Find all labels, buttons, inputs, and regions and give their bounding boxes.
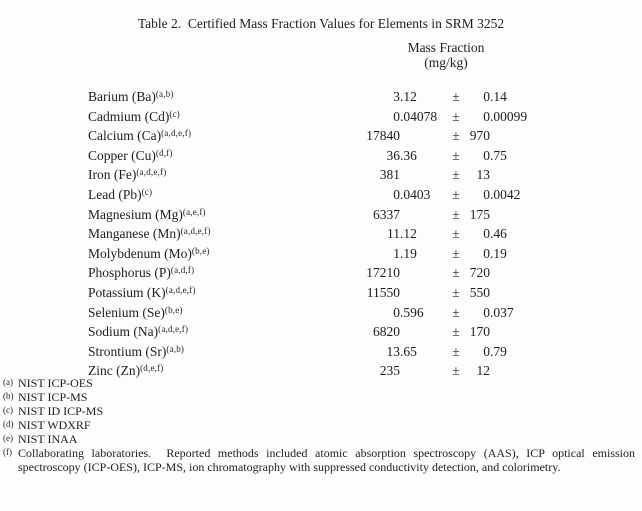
uncertainty-frac: .0042 [490,186,521,202]
element-label: Phosphorus (P) [88,265,171,281]
element-cell [88,342,312,362]
uncertainty-int: 0 [483,186,490,202]
value-int: 1 [393,245,400,261]
element-label: Iron (Fe) [88,167,137,183]
footnote [3,432,635,446]
uncertainty-frac: .00099 [490,108,528,124]
element-label: Calcium (Ca) [88,128,162,144]
table-row [0,342,642,362]
uncertainty-frac: .46 [490,226,507,242]
table-row [0,283,642,303]
value-int: 11 [387,226,400,242]
element-cell [88,244,312,264]
element-label: Manganese (Mn) [88,226,181,242]
table-row [0,322,642,342]
element-cell [88,283,312,303]
element-label: Strontium (Sr) [88,343,167,359]
element-superscript: (c) [169,108,180,119]
value-int: 0 [393,186,400,202]
uncertainty-frac: .037 [490,304,514,320]
uncertainty-int: 0 [483,108,490,124]
element-label: Sodium (Na) [88,324,159,340]
element-superscript: (a,d,e,f) [165,284,196,295]
footnote-text: NIST ICP-MS [18,389,88,404]
value-int: 6820 [373,324,400,340]
value-frac: .04078 [400,108,438,124]
plus-minus: ± [452,128,460,144]
element-superscript: (a,d,f) [170,265,195,276]
element-cell [88,263,312,283]
footnote-text: NIST INAA [18,431,78,446]
uncertainty-int: 0 [483,89,490,104]
uncertainty-int: 0 [483,147,490,163]
value-int: 6337 [373,206,400,222]
mass-fraction-column-header [346,41,546,70]
element-label: Selenium (Se) [88,304,165,320]
plus-minus: ± [452,167,460,183]
element-label: Potassium (K) [88,284,166,300]
value-frac: .12 [400,226,417,242]
uncertainty-frac: .19 [490,245,507,261]
table-row [0,185,642,205]
element-label: Magnesium (Mg) [88,206,183,222]
value-frac: .596 [400,304,424,320]
plus-minus: ± [452,226,460,242]
element-superscript: (b,e) [191,245,210,256]
element-cell [88,224,312,244]
uncertainty-frac [490,165,540,185]
value-int: 3 [393,89,400,104]
element-superscript: (c) [141,186,153,197]
footnote [3,404,635,418]
value-int: 13 [386,343,400,359]
footnote-text: Collaborating laboratories. Reported methods included atomic absorption spectroscopy (AAS), ICP optical emission spectroscopy (ICP-OES), ICP-MS, ion chromatography with suppressed conductivity detection, and colorimetry. [18,445,635,474]
plus-minus: ± [452,186,460,202]
element-label: Copper (Cu) [88,147,156,163]
table-rows [0,87,642,381]
element-superscript: (b,e) [164,304,183,315]
plus-minus: ± [452,265,460,281]
uncertainty-int: 970 [469,128,490,144]
table-row [0,303,642,323]
footnote [3,446,635,474]
value-frac [400,205,448,225]
element-label: Barium (Ba) [88,89,156,104]
value-int: 11550 [366,284,400,300]
uncertainty-int: 0 [483,304,490,320]
uncertainty-int: 175 [469,206,490,222]
plus-minus: ± [452,304,460,320]
uncertainty-frac [490,263,540,283]
value-frac: .36 [400,147,417,163]
plus-minus: ± [452,363,460,379]
uncertainty-int: 12 [476,363,490,379]
column-header-line2: (mg/kg) [424,54,468,70]
uncertainty-frac [490,283,540,303]
element-cell [88,146,312,166]
value-frac: .12 [400,89,417,104]
element-cell [88,165,312,185]
table-row [0,126,642,146]
uncertainty-int: 0 [483,226,490,242]
element-superscript: (a,d,e,f) [158,324,189,335]
column-header-line1: Mass Fraction [407,40,485,55]
element-superscript: (d,e,f) [140,363,164,374]
uncertainty-frac [490,205,540,225]
uncertainty-int: 550 [469,284,490,300]
element-superscript: (a,d,e,f) [161,128,192,139]
value-int: 0 [393,304,400,320]
table-row [0,165,642,185]
table-caption: Table 2. Certified Mass Fraction Values for Elements in SRM 3252 [137,16,505,31]
element-superscript: (a,e,f) [182,206,206,217]
table-row [0,244,642,264]
value-int: 17840 [366,128,400,144]
value-frac [400,165,448,185]
element-cell [88,185,312,205]
footnote-marker: (b) [3,390,14,401]
table-row [0,205,642,225]
footnote-marker: (d) [3,418,14,429]
element-superscript: (a,b) [155,89,174,99]
element-cell [88,87,312,107]
uncertainty-int: 13 [476,167,490,183]
plus-minus: ± [452,108,460,124]
uncertainty-int: 170 [469,324,490,340]
footnote-text: NIST ID ICP-MS [18,403,104,418]
value-frac [400,126,448,146]
plus-minus: ± [452,206,460,222]
element-cell [88,126,312,146]
element-label: Zinc (Zn) [88,363,141,379]
uncertainty-int: 720 [469,265,490,281]
value-frac [400,283,448,303]
footnote-text: NIST WDXRF [18,417,91,432]
plus-minus: ± [452,343,460,359]
plus-minus: ± [452,324,460,340]
value-frac [400,263,448,283]
uncertainty-frac: .14 [490,89,507,104]
footnote-marker: (a) [3,376,13,387]
value-int: 235 [379,363,400,379]
footnote-marker: (e) [3,432,13,443]
plus-minus: ± [452,89,460,104]
element-cell [88,303,312,323]
value-frac: .19 [400,245,417,261]
document-page [0,16,642,511]
element-label: Cadmium (Cd) [88,108,170,124]
plus-minus: ± [452,245,460,261]
footnote-text: NIST ICP-OES [18,375,93,390]
table-row [0,146,642,166]
footnote [3,418,635,432]
element-superscript: (a,d,e,f) [136,167,167,178]
value-int: 36 [386,147,400,163]
uncertainty-frac [490,126,540,146]
footnote-marker: (f) [3,446,12,457]
uncertainty-frac: .79 [490,343,507,359]
element-superscript: (d,f) [155,147,173,158]
plus-minus: ± [452,147,460,163]
value-frac: .65 [400,343,417,359]
footnote [3,390,635,404]
value-frac [400,322,448,342]
table-row [0,224,642,244]
element-cell [88,322,312,342]
value-frac: .0403 [400,186,431,202]
table-row [0,107,642,127]
uncertainty-int: 0 [483,343,490,359]
element-cell [88,107,312,127]
uncertainty-frac [490,322,540,342]
element-label: Molybdenum (Mo) [88,245,192,261]
element-superscript: (a,d,e,f) [180,226,211,237]
table-row [0,263,642,283]
plus-minus: ± [452,284,460,300]
uncertainty-frac: .75 [490,147,507,163]
footnote [3,376,635,390]
value-int: 17210 [366,265,400,281]
value-int: 381 [379,167,400,183]
element-label: Lead (Pb) [88,186,142,202]
value-int: 0 [393,108,400,124]
table-row [0,87,642,107]
element-cell [88,205,312,225]
footnotes [0,376,642,474]
element-superscript: (a,b) [166,343,185,354]
uncertainty-int: 0 [483,245,490,261]
footnote-marker: (c) [3,404,13,415]
